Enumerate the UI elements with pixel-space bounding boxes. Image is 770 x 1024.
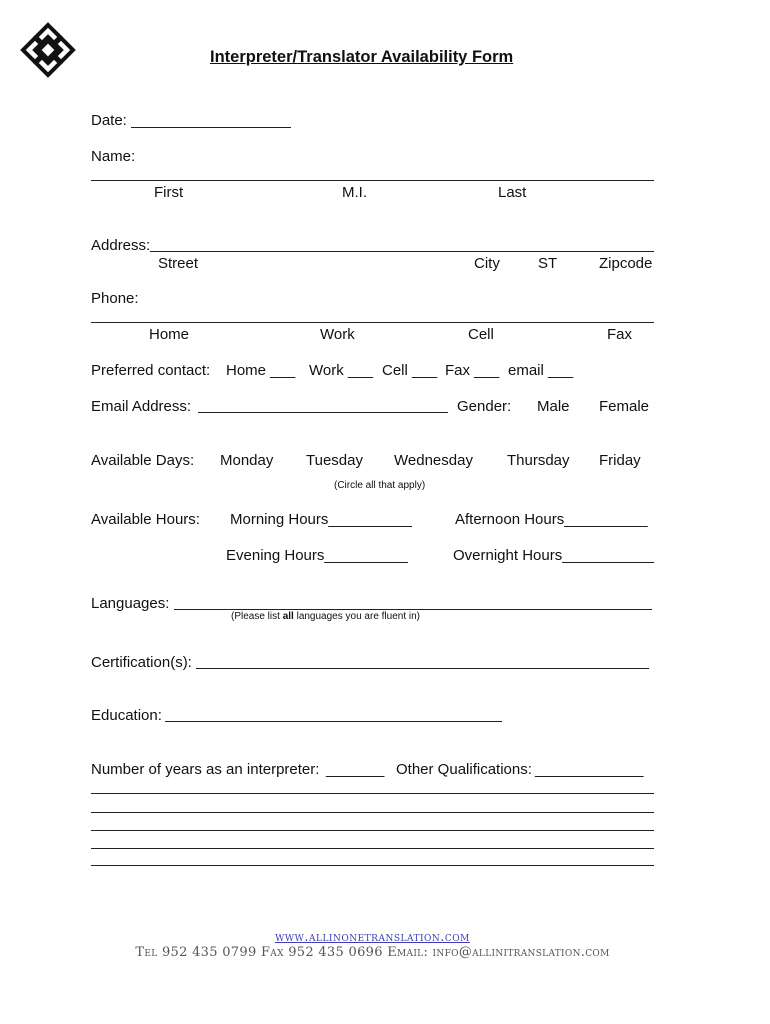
languages-note-suffix: languages you are fluent in) [293,611,421,622]
date-label: Date: [91,112,127,129]
address-city-caption: City [474,255,500,272]
education-field[interactable] [165,721,502,722]
phone-fax-caption: Fax [607,326,633,343]
name-first-caption: First [154,184,184,201]
gender-male-option[interactable]: Male [537,398,570,415]
gender-label: Gender: [457,398,512,415]
morning-hours-field[interactable]: Morning Hours__________ [230,511,412,528]
evening-hours-field[interactable]: Evening Hours__________ [226,547,408,564]
day-tuesday-option[interactable]: Tuesday [306,452,363,469]
address-label: Address: [91,237,151,254]
name-field[interactable] [91,180,654,181]
phone-cell-caption: Cell [468,326,494,343]
qualifications-line-5[interactable] [91,865,654,866]
address-field[interactable] [150,251,654,252]
day-thursday-option[interactable]: Thursday [507,452,570,469]
phone-home-caption: Home [149,326,190,343]
gender-female-option[interactable]: Female [599,398,650,415]
years-field[interactable]: _______ [326,761,385,778]
email-label: Email Address: [91,398,192,415]
preferred-contact-label: Preferred contact: [91,362,211,379]
languages-label: Languages: [91,595,170,612]
qualifications-line-4[interactable] [91,848,654,849]
education-label: Education: [91,707,162,724]
address-st-caption: ST [538,255,558,272]
languages-note [231,611,420,622]
address-street-caption: Street [158,255,199,272]
phone-label: Phone: [91,290,139,307]
languages-note-prefix: (Please list [231,611,283,622]
name-mi-caption: M.I. [342,184,367,201]
phone-field[interactable] [91,322,654,323]
certifications-field[interactable] [196,668,649,669]
qualifications-line-3[interactable] [91,830,654,831]
day-wednesday-option[interactable]: Wednesday [394,452,473,469]
certifications-label: Certification(s): [91,654,192,671]
available-days-label: Available Days: [91,452,195,469]
day-monday-option[interactable]: Monday [220,452,274,469]
date-field[interactable] [131,127,291,128]
footer-contact-info: Tel 952 435 0799 Fax 952 435 0696 Email: info@allinitranslation.com [135,945,610,960]
qualifications-line-2[interactable] [91,812,654,813]
languages-note-emphasis: all [282,611,294,622]
email-field[interactable] [198,412,448,413]
day-friday-option[interactable]: Friday [599,452,641,469]
preferred-contact-work[interactable]: Work ___ [309,362,373,379]
footer-website-link[interactable]: www.allinonetranslation.com [275,930,470,945]
preferred-contact-home[interactable]: Home ___ [226,362,296,379]
qualifications-line-1[interactable] [91,793,654,794]
preferred-contact-fax[interactable]: Fax ___ [445,362,500,379]
overnight-hours-field[interactable]: Overnight Hours___________ [453,547,654,564]
available-days-note: (Circle all that apply) [334,480,426,491]
available-hours-label: Available Hours: [91,511,200,528]
interlocking-diamond-logo-icon [20,22,76,78]
other-qualifications-field[interactable]: _____________ [535,761,644,778]
name-label: Name: [91,148,136,165]
form-title: Interpreter/Translator Availability Form [210,48,514,66]
address-zipcode-caption: Zipcode [599,255,653,272]
other-qualifications-label: Other Qualifications: [396,761,532,778]
preferred-contact-cell[interactable]: Cell ___ [382,362,438,379]
afternoon-hours-field[interactable]: Afternoon Hours__________ [455,511,648,528]
languages-field[interactable] [174,609,652,610]
name-last-caption: Last [498,184,527,201]
preferred-contact-email[interactable]: email ___ [508,362,574,379]
company-logo [20,22,76,78]
phone-work-caption: Work [320,326,355,343]
years-label: Number of years as an interpreter: [91,761,320,778]
